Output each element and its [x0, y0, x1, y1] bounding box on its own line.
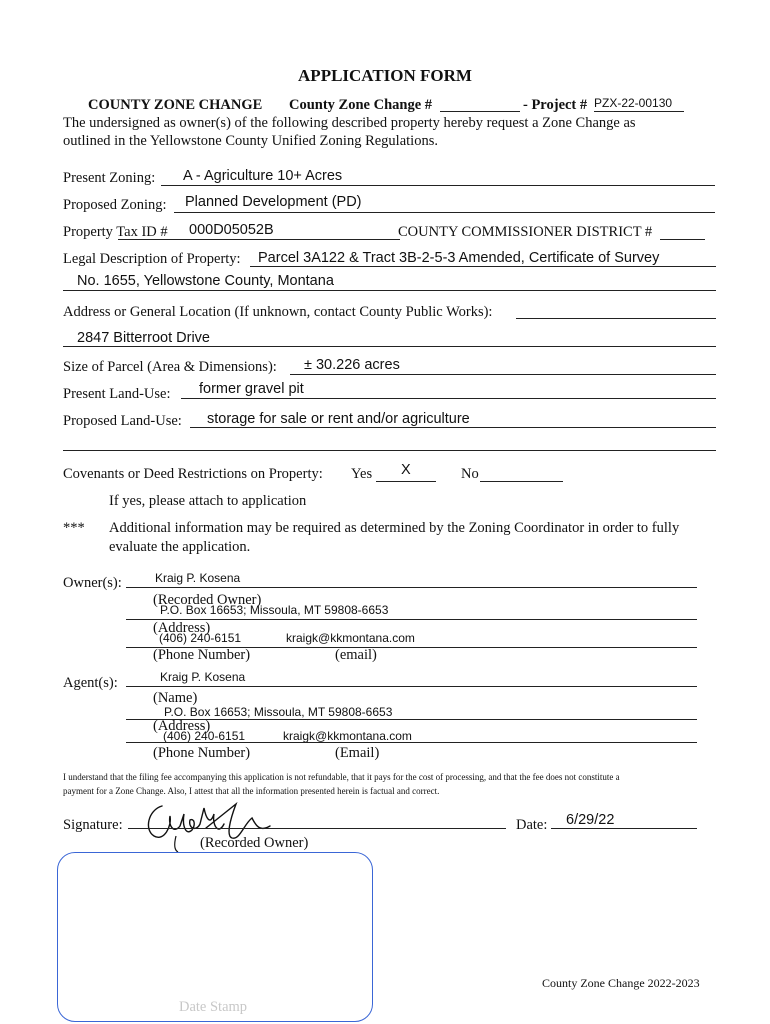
address-line-1	[516, 318, 716, 319]
form-id: County Zone Change 2022-2023	[542, 976, 700, 990]
agent-name-caption: (Name)	[153, 690, 198, 706]
district-line[interactable]	[660, 239, 705, 240]
no-line[interactable]	[480, 481, 563, 482]
proposed-land-use-line-2	[63, 450, 716, 451]
additional-info-line-2: evaluate the application.	[109, 539, 251, 555]
date-stamp-box	[57, 852, 373, 1022]
legal-description-label: Legal Description of Property:	[63, 251, 241, 267]
owner-name-line	[126, 587, 697, 588]
present-zoning-label: Present Zoning:	[63, 170, 156, 186]
agent-email[interactable]: kraigk@kkmontana.com	[283, 729, 412, 743]
attach-note: If yes, please attach to application	[109, 493, 307, 509]
proposed-land-use-label: Proposed Land-Use:	[63, 413, 182, 429]
owner-address-caption: (Address)	[153, 620, 211, 636]
agent-phone[interactable]: (406) 240-6151	[163, 729, 246, 743]
tax-id-label: Property Tax ID #	[63, 224, 168, 240]
form-title: APPLICATION FORM	[298, 66, 472, 85]
legal-description-line-2	[63, 290, 716, 291]
owner-phone-caption: (Phone Number)	[153, 647, 251, 663]
disclaimer-line-1: I understand that the filing fee accompanying this application is not refundable, that it pays for the cost of processing, and that the fee does not constitute a	[63, 772, 620, 782]
agent-phone-caption: (Phone Number)	[153, 745, 251, 761]
owner-name-caption: (Recorded Owner)	[153, 592, 262, 608]
agent-name-line	[126, 686, 697, 687]
owner-label: Owner(s):	[63, 575, 122, 591]
legal-description-line-1	[250, 266, 716, 267]
address-label: Address or General Location (If unknown, contact County Public Works):	[63, 304, 493, 320]
present-zoning-line	[161, 185, 715, 186]
header-project-label: - Project #	[523, 97, 588, 113]
agent-address-caption: (Address)	[153, 718, 211, 734]
asterisks: ***	[63, 520, 85, 536]
covenants-label: Covenants or Deed Restrictions on Property:	[63, 466, 323, 482]
address-line-2	[63, 346, 716, 347]
present-land-use-value[interactable]: former gravel pit	[199, 381, 304, 397]
date-value[interactable]: 6/29/22	[566, 812, 615, 828]
yes-label: Yes	[351, 466, 373, 482]
no-label: No	[461, 466, 479, 482]
present-land-use-label: Present Land-Use:	[63, 386, 171, 402]
agent-phone-line	[126, 742, 697, 743]
yes-checkmark[interactable]: X	[401, 462, 411, 478]
size-line	[290, 374, 716, 375]
date-stamp-label: Date Stamp	[179, 999, 248, 1015]
disclaimer-line-2: payment for a Zone Change. Also, I attest that all the information presented herein is factual and correct.	[63, 786, 440, 796]
proposed-land-use-line-1	[190, 427, 716, 428]
agent-address[interactable]: P.O. Box 16653; Missoula, MT 59808-6653	[164, 705, 393, 719]
additional-info-line-1: Additional information may be required as determined by the Zoning Coordinator in order to fully	[109, 520, 680, 536]
date-line	[551, 828, 697, 829]
project-number-line	[594, 111, 684, 112]
present-zoning-value[interactable]: A - Agriculture 10+ Acres	[183, 168, 343, 184]
yes-line	[376, 481, 436, 482]
legal-description-value-1[interactable]: Parcel 3A122 & Tract 3B-2-5-3 Amended, Certificate of Survey	[258, 250, 660, 266]
address-value[interactable]: 2847 Bitterroot Drive	[77, 330, 210, 346]
signature-label: Signature:	[63, 817, 123, 833]
owner-email-caption: (email)	[335, 647, 377, 663]
header-zone-change: COUNTY ZONE CHANGE	[88, 97, 263, 113]
owner-address-line	[126, 619, 697, 620]
tax-id-line	[118, 239, 400, 240]
intro-line-1: The undersigned as owner(s) of the following described property hereby request a Zone Change as	[63, 115, 636, 131]
intro-line-2: outlined in the Yellowstone County Unified Zoning Regulations.	[63, 133, 438, 149]
size-label: Size of Parcel (Area & Dimensions):	[63, 359, 277, 375]
agent-name[interactable]: Kraig P. Kosena	[160, 670, 246, 684]
signature-caption: (Recorded Owner)	[200, 835, 309, 851]
date-label: Date:	[516, 817, 548, 833]
proposed-land-use-value[interactable]: storage for sale or rent and/or agriculture	[207, 411, 470, 427]
agent-email-caption: (Email)	[335, 745, 380, 761]
signature-line[interactable]	[128, 828, 506, 829]
size-value[interactable]: ± 30.226 acres	[304, 357, 400, 373]
owner-address[interactable]: P.O. Box 16653; Missoula, MT 59808-6653	[160, 603, 389, 617]
agent-address-line	[126, 719, 697, 720]
zone-change-number-line[interactable]	[440, 111, 520, 112]
present-land-use-line	[181, 398, 716, 399]
owner-phone[interactable]: (406) 240-6151	[159, 631, 242, 645]
district-label: COUNTY COMMISSIONER DISTRICT #	[398, 224, 653, 240]
proposed-zoning-line	[174, 212, 715, 213]
legal-description-value-2[interactable]: No. 1655, Yellowstone County, Montana	[77, 273, 334, 289]
project-number: PZX-22-00130	[594, 96, 673, 110]
owner-email[interactable]: kraigk@kkmontana.com	[286, 631, 415, 645]
tax-id-value[interactable]: 000D05052B	[189, 222, 274, 238]
header-zone-change-number-label: County Zone Change #	[289, 97, 433, 113]
proposed-zoning-label: Proposed Zoning:	[63, 197, 167, 213]
owner-name[interactable]: Kraig P. Kosena	[155, 571, 241, 585]
agent-label: Agent(s):	[63, 675, 118, 691]
proposed-zoning-value[interactable]: Planned Development (PD)	[185, 194, 362, 210]
